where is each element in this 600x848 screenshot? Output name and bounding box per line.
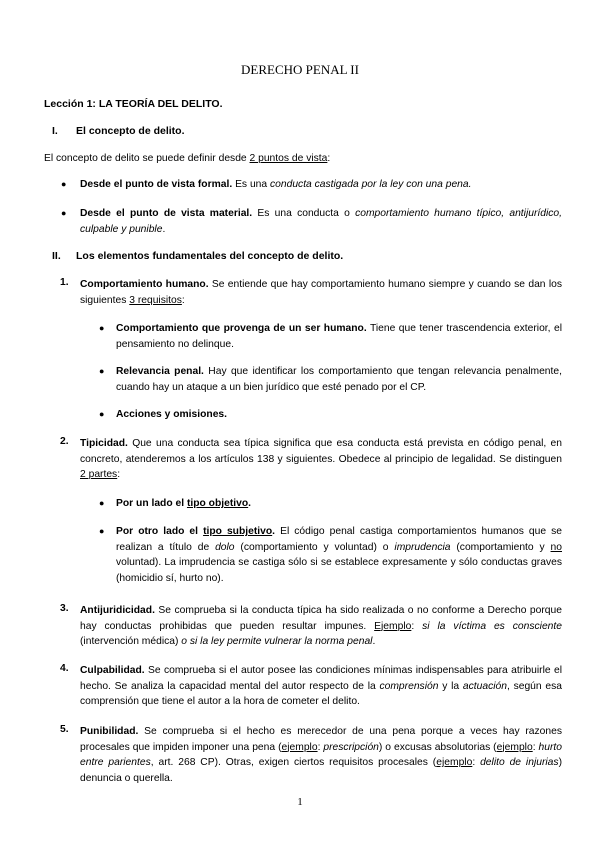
- item-number: 1.: [60, 277, 69, 288]
- item-number: 2.: [60, 436, 69, 447]
- sub-item-acciones: Acciones y omisiones.: [116, 409, 228, 420]
- lesson-heading: Lección 1: LA TEORÍA DEL DELITO.: [44, 98, 223, 110]
- item-tipicidad: Tipicidad. Que una conducta sea típica significa que esa conducta está prevista en código penal, en concreto, atenderemos a los artículos 138 y siguientes. Obedece al principio de legalidad. Se distinguen 2 partes:: [80, 438, 562, 480]
- section-number: II.: [52, 250, 61, 262]
- bullet-icon: ●: [61, 208, 67, 218]
- bullet-icon: ●: [61, 179, 67, 189]
- sub-item-relevancia-penal: Relevancia penal. Hay que identificar los comportamiento que tengan relevancia penalmente, cuando hay un ataque a un bien jurídico que esté penado por el CP.: [116, 366, 562, 393]
- section-title: Los elementos fundamentales del concepto de delito.: [76, 250, 344, 262]
- item-punibilidad: Punibilidad. Se comprueba si el hecho es merecedor de una pena porque a veces hay razones procesales que impiden imponer una pena (ejemplo: prescripción) o excusas absolutorias (ejemplo: hurto entre parientes, art. 268 CP). Otras, exigen ciertos requisitos procesales (ejemplo: delito de injurias) denuncia o querella.: [80, 726, 562, 784]
- item-antijuridicidad: Antijuridicidad. Se comprueba si la conducta típica ha sido realizada o no conforme a Derecho porque hay conductas prohibidas que pueden resultar impunes. Ejemplo: si la víctima es consciente (intervención médica) o si la ley permite vulnerar la norma penal.: [80, 605, 562, 647]
- intro-paragraph: El concepto de delito se puede definir desde 2 puntos de vista:: [44, 153, 331, 164]
- bullet-icon: ●: [99, 323, 105, 333]
- bullet-material: Desde el punto de vista material. Es una conducta o comportamiento humano típico, antijurídico, culpable y punible.: [80, 208, 562, 235]
- sub-item-ser-humano: Comportamiento que provenga de un ser humano. Tiene que tener trascendencia exterior, el pensamiento no delinque.: [116, 323, 562, 350]
- bullet-icon: ●: [99, 498, 105, 508]
- bullet-formal: Desde el punto de vista formal. Es una conducta castigada por la ley con una pena.: [80, 179, 472, 190]
- item-culpabilidad: Culpabilidad. Se comprueba si el autor posee las condiciones mínimas indispensables para atribuirle el hecho. Se analiza la capacidad mental del autor respecto de la comprensión y la actuación, según esa comprensión que tiene el autor a la hora de cometer el delito.: [80, 665, 562, 707]
- sub-item-tipo-subjetivo: Por otro lado el tipo subjetivo. El código penal castiga comportamientos humanos que se realizan a título de dolo (comportamiento y voluntad) o imprudencia (comportamiento y no voluntad). La imprudencia se castiga sólo si se establece expresamente y sólo conductas graves (homicidio sí, hurto no).: [116, 526, 562, 584]
- item-number: 4.: [60, 663, 69, 674]
- item-number: 3.: [60, 603, 69, 614]
- bullet-icon: ●: [99, 409, 105, 419]
- bullet-icon: ●: [99, 526, 105, 536]
- page-number: 1: [297, 796, 303, 808]
- item-number: 5.: [60, 724, 69, 735]
- bullet-icon: ●: [99, 366, 105, 376]
- section-number: I.: [52, 125, 58, 137]
- item-comportamiento-humano: Comportamiento humano. Se entiende que hay comportamiento humano siempre y cuando se dan los siguientes 3 requisitos:: [80, 279, 562, 306]
- section-title: El concepto de delito.: [76, 125, 185, 137]
- page-title: DERECHO PENAL II: [241, 62, 359, 77]
- sub-item-tipo-objetivo: Por un lado el tipo objetivo.: [116, 498, 252, 509]
